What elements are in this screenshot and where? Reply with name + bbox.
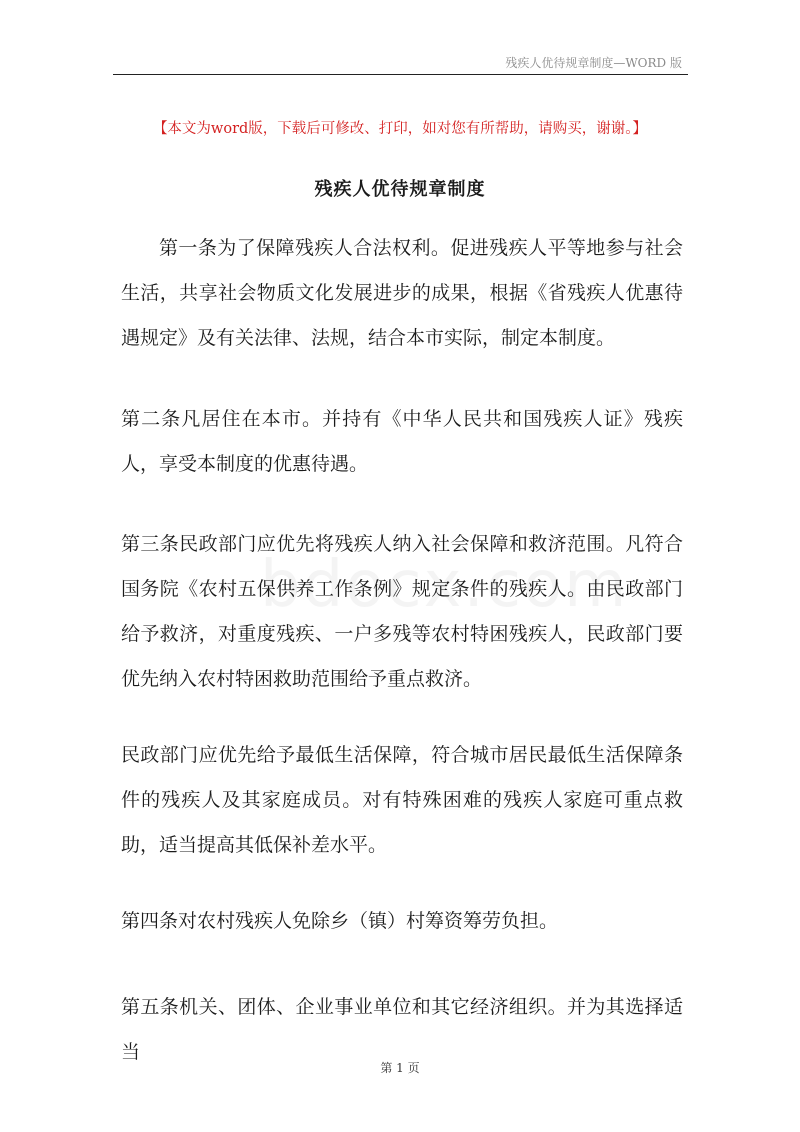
paragraph-article-3: 第三条民政部门应优先将残疾人纳入社会保障和救济范围。凡符合国务院《农村五保供养工作条例》规定条件的残疾人。由民政部门给予救济，对重度残疾、一户多残等农村特困残疾人，民政部门要优先纳入农村特困救助范围给予重点救济。 (121, 533, 683, 690)
document-title: 残疾人优待规章制度 (314, 179, 486, 200)
paragraph-article-1: 第一条为了保障残疾人合法权利。促进残疾人平等地参与社会生活，共享社会物质文化发展进步的成果，根据《省残疾人优惠待遇规定》及有关法律、法规，结合本市实际，制定本制度。 (121, 237, 683, 349)
header-divider (113, 74, 688, 75)
paragraph-civil-affairs: 民政部门应优先给予最低生活保障，符合城市居民最低生活保障条件的残疾人及其家庭成员。对有特殊困难的残疾人家庭可重点救助，适当提高其低保补差水平。 (121, 744, 683, 856)
running-header: 残疾人优待规章制度—WORD 版 (505, 56, 682, 70)
download-notice: 【本文为word版，下载后可修改、打印，如对您有所帮助，请购买，谢谢。】 (152, 121, 648, 137)
paragraph-article-4: 第四条对农村残疾人免除乡（镇）村筹资筹劳负担。 (121, 910, 559, 932)
page-number: 第 1 页 (380, 1061, 420, 1075)
paragraph-article-2: 第二条凡居住在本市。并持有《中华人民共和国残疾人证》残疾人，享受本制度的优惠待遇。 (121, 408, 683, 475)
paragraph-article-5: 第五条机关、团体、企业事业单位和其它经济组织。并为其选择适当 (121, 996, 683, 1063)
